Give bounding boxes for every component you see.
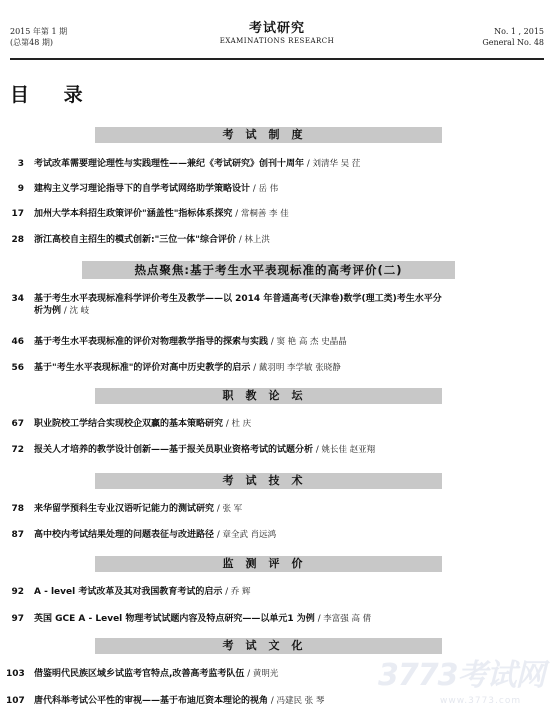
journal-title: 考试研究 — [248, 21, 305, 36]
page-number: 46 — [11, 337, 24, 347]
article-authors: / 岳 伟 — [252, 184, 279, 194]
page-number: 87 — [11, 530, 24, 540]
article-title[interactable]: 职业院校工学结合实现校企双赢的基本策略研究 — [34, 419, 224, 429]
article-authors: / 冯建民 张 琴 — [270, 696, 325, 706]
article-authors: / 张 军 — [216, 504, 243, 514]
article-title[interactable]: 来华留学预科生专业汉语听记能力的测试研究 — [34, 504, 215, 514]
issue-total-number: (总第48 期) — [10, 38, 53, 47]
page-number: 72 — [11, 445, 24, 455]
page-number: 56 — [11, 363, 24, 373]
article-title[interactable]: 英国 GCE A - Level 物理考试试题内容及特点研究——以单元1 为例 — [34, 614, 315, 624]
article-title-continued[interactable]: 析为例 — [34, 306, 62, 316]
page-number: 34 — [11, 294, 24, 304]
article-title[interactable]: 浙江高校自主招生的模式创新:"三位一体"综合评价 — [34, 235, 236, 245]
article-title[interactable]: 加州大学本科招生政策评价"涵盖性"指标体系探究 — [34, 209, 233, 219]
section-heading: 考试制度 — [95, 127, 442, 143]
page-number: 67 — [11, 419, 24, 429]
article-title[interactable]: 基于考生水平表现标准的评价对物理教学指导的探索与实践 — [34, 337, 269, 347]
page-number: 92 — [11, 587, 24, 597]
article-title[interactable]: 借鉴明代民族区域乡试监考官特点,改善高考监考队伍 — [34, 669, 245, 679]
contents-title: 目 录 — [10, 84, 97, 106]
general-number-english: General No. 48 — [482, 38, 544, 47]
page-number: 107 — [6, 696, 25, 706]
watermark-logo: 3773考试网 — [378, 658, 545, 693]
article-title[interactable]: 报关人才培养的教学设计创新——基于报关员职业资格考试的试题分析 — [34, 445, 314, 455]
journal-english-title: EXAMINATIONS RESEARCH — [219, 37, 335, 45]
issue-info-english — [482, 26, 544, 48]
article-authors: / 章全武 肖远鸿 — [216, 530, 277, 540]
article-authors: / 窦 艳 高 杰 史晶晶 — [270, 337, 347, 347]
article-title[interactable]: A - level 考试改革及其对我国教育考试的启示 — [34, 587, 223, 597]
article-authors: / 杜 庆 — [225, 419, 252, 429]
article-authors: / 戴羽明 李学敏 张晓静 — [253, 363, 341, 373]
section-heading: 监测评价 — [95, 556, 442, 572]
page-header — [0, 0, 554, 64]
section-heading-featured: 热点聚焦:基于考生水平表现标准的高考评价(二) — [82, 261, 455, 279]
article-authors: / 沈 岐 — [63, 306, 90, 316]
article-authors: / 刘清华 吴 茳 — [306, 159, 361, 169]
issue-year-number: 2015 年第 1 期 — [10, 27, 68, 36]
journal-masthead — [0, 22, 554, 46]
article-title[interactable]: 高中校内考试结果处理的问题表征与改进路径 — [34, 530, 215, 540]
site-watermark — [378, 650, 548, 722]
watermark-url: www.3773.com — [440, 696, 522, 706]
article-title[interactable]: 基于"考生水平表现标准"的评价对高中历史教学的启示 — [34, 363, 251, 373]
article-title[interactable]: 唐代科举考试公平性的审视——基于布迪厄资本理论的视角 — [34, 696, 269, 706]
article-title[interactable]: 基于考生水平表现标准科学评价考生及教学——以 2014 年普通高考(天津卷)数学(理工类)考生水平分 — [34, 294, 442, 304]
page-number: 17 — [11, 209, 24, 219]
section-heading: 考试文化 — [95, 638, 442, 654]
page-number: 9 — [17, 184, 24, 194]
page-number: 3 — [17, 159, 24, 169]
article-title[interactable]: 建构主义学习理论指导下的自学考试网络助学策略设计 — [34, 184, 251, 194]
issue-number-english: No. 1 , 2015 — [494, 27, 544, 36]
page-number: 97 — [11, 614, 24, 624]
article-authors: / 李富强 高 倩 — [317, 614, 372, 624]
article-authors: / 姚长佳 赵亚翔 — [315, 445, 376, 455]
article-authors: / 常桐善 李 佳 — [235, 209, 289, 219]
page-number: 28 — [11, 235, 24, 245]
section-heading: 职教论坛 — [95, 388, 442, 404]
page-number: 103 — [6, 669, 25, 679]
article-authors: / 乔 辉 — [225, 587, 251, 597]
section-heading: 考试技术 — [95, 473, 442, 489]
page-number: 78 — [11, 504, 24, 514]
article-title[interactable]: 考试改革需要理论理性与实践理性——兼纪《考试研究》创刊十周年 — [34, 159, 305, 169]
article-authors: / 黄明光 — [247, 669, 279, 679]
header-divider — [10, 58, 544, 60]
article-authors: / 林上洪 — [238, 235, 270, 245]
